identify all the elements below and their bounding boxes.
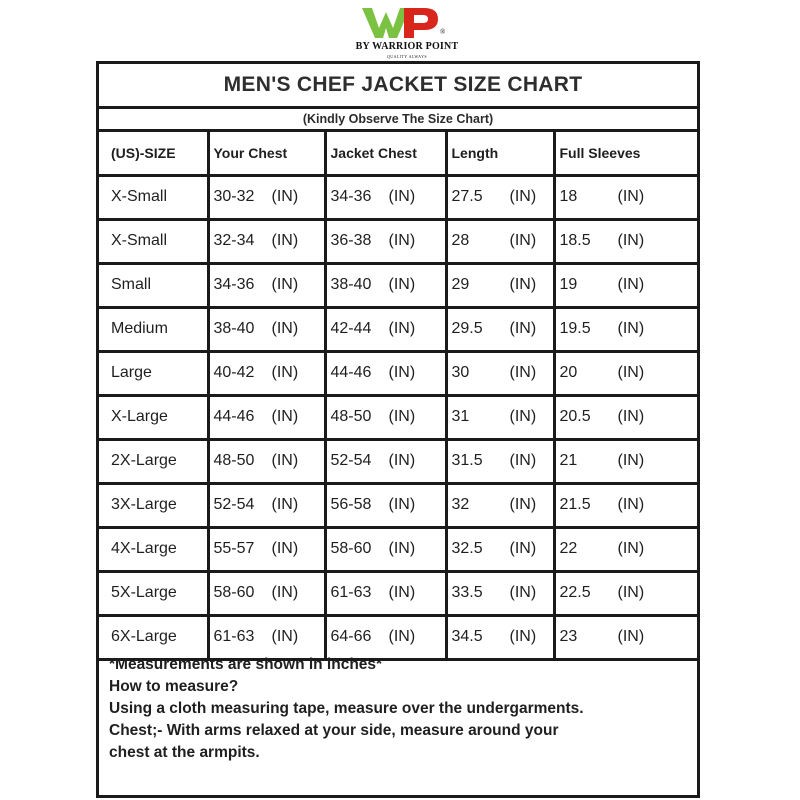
cell-length	[446, 175, 554, 219]
cell-length	[446, 263, 554, 307]
cell-value: 32	[451, 496, 470, 513]
cell-unit: (IN)	[271, 628, 299, 645]
cell-unit: (IN)	[509, 540, 537, 557]
brand-logo	[352, 6, 462, 59]
cell-length	[446, 527, 554, 571]
cell-unit: (IN)	[509, 452, 537, 469]
cell-unit: (IN)	[509, 276, 537, 293]
cell-size: 2X-Large	[99, 439, 208, 483]
cell-unit: (IN)	[388, 584, 416, 601]
cell-value: 56-58	[330, 496, 372, 513]
cell-length	[446, 219, 554, 263]
cell-value: 33.5	[451, 584, 483, 601]
header-full-sleeves: Full Sleeves	[554, 132, 697, 175]
cell-size: 4X-Large	[99, 527, 208, 571]
cell-unit: (IN)	[388, 320, 416, 337]
cell-value: 38-40	[213, 320, 255, 337]
cell-your-chest	[208, 351, 325, 395]
cell-full-sleeves	[554, 615, 697, 659]
cell-value: 44-46	[330, 364, 372, 381]
size-chart	[96, 61, 700, 798]
cell-unit: (IN)	[617, 320, 645, 337]
cell-length	[446, 439, 554, 483]
cell-value: 48-50	[213, 452, 255, 469]
cell-value: 30-32	[213, 188, 255, 205]
note-chest-1: Chest;- With arms relaxed at your side, measure around your	[109, 722, 559, 739]
table-row	[99, 307, 697, 351]
measurement-notes	[109, 654, 689, 764]
cell-unit: (IN)	[509, 320, 537, 337]
registered-mark: ®	[440, 28, 446, 36]
table-row	[99, 483, 697, 527]
logo-brand-text: BY WARRIOR POINT	[355, 41, 459, 52]
cell-jacket-chest	[325, 615, 446, 659]
cell-value: 61-63	[330, 584, 372, 601]
cell-unit: (IN)	[617, 584, 645, 601]
cell-unit: (IN)	[617, 540, 645, 557]
cell-unit: (IN)	[388, 628, 416, 645]
cell-unit: (IN)	[388, 408, 416, 425]
cell-full-sleeves	[554, 263, 697, 307]
table-row	[99, 439, 697, 483]
cell-value: 34-36	[330, 188, 372, 205]
cell-unit: (IN)	[617, 232, 645, 249]
table-header-row	[99, 132, 697, 175]
cell-your-chest	[208, 175, 325, 219]
table-row	[99, 395, 697, 439]
cell-length	[446, 351, 554, 395]
note-chest-2: chest at the armpits.	[109, 744, 260, 761]
cell-unit: (IN)	[388, 452, 416, 469]
cell-your-chest	[208, 483, 325, 527]
cell-unit: (IN)	[509, 408, 537, 425]
cell-unit: (IN)	[617, 408, 645, 425]
cell-full-sleeves	[554, 351, 697, 395]
cell-your-chest	[208, 571, 325, 615]
cell-value: 58-60	[330, 540, 372, 557]
cell-jacket-chest	[325, 307, 446, 351]
cell-unit: (IN)	[388, 364, 416, 381]
note-tape: Using a cloth measuring tape, measure over the undergarments.	[109, 700, 584, 717]
cell-your-chest	[208, 263, 325, 307]
subtitle-row	[99, 109, 697, 132]
cell-value: 20	[559, 364, 578, 381]
chart-subtitle: (Kindly Observe The Size Chart)	[302, 112, 494, 126]
cell-value: 22	[559, 540, 578, 557]
cell-unit: (IN)	[388, 276, 416, 293]
cell-unit: (IN)	[388, 188, 416, 205]
cell-full-sleeves	[554, 395, 697, 439]
cell-jacket-chest	[325, 263, 446, 307]
cell-value: 52-54	[330, 452, 372, 469]
cell-value: 18.5	[559, 232, 591, 249]
cell-jacket-chest	[325, 439, 446, 483]
cell-unit: (IN)	[509, 584, 537, 601]
table-row	[99, 219, 697, 263]
cell-your-chest	[208, 395, 325, 439]
table-row	[99, 615, 697, 659]
cell-unit: (IN)	[509, 232, 537, 249]
cell-unit: (IN)	[388, 232, 416, 249]
cell-unit: (IN)	[509, 364, 537, 381]
cell-unit: (IN)	[509, 628, 537, 645]
cell-value: 29	[451, 276, 470, 293]
cell-value: 55-57	[213, 540, 255, 557]
header-jacket-chest: Jacket Chest	[325, 132, 446, 175]
cell-unit: (IN)	[271, 452, 299, 469]
cell-value: 31	[451, 408, 470, 425]
cell-your-chest	[208, 615, 325, 659]
size-table	[99, 132, 697, 661]
cell-value: 32-34	[213, 232, 255, 249]
cell-unit: (IN)	[617, 276, 645, 293]
table-row	[99, 175, 697, 219]
cell-unit: (IN)	[271, 540, 299, 557]
cell-value: 34.5	[451, 628, 483, 645]
cell-value: 58-60	[213, 584, 255, 601]
cell-value: 23	[559, 628, 578, 645]
cell-your-chest	[208, 439, 325, 483]
cell-full-sleeves	[554, 439, 697, 483]
chart-title: MEN'S CHEF JACKET SIZE CHART	[223, 73, 583, 96]
cell-full-sleeves	[554, 483, 697, 527]
cell-size: 6X-Large	[99, 615, 208, 659]
cell-value: 19	[559, 276, 578, 293]
cell-size: X-Large	[99, 395, 208, 439]
cell-jacket-chest	[325, 483, 446, 527]
cell-length	[446, 395, 554, 439]
cell-unit: (IN)	[617, 628, 645, 645]
header-your-chest: Your Chest	[208, 132, 325, 175]
header-length: Length	[446, 132, 554, 175]
cell-value: 19.5	[559, 320, 591, 337]
cell-value: 64-66	[330, 628, 372, 645]
cell-size: Small	[99, 263, 208, 307]
cell-full-sleeves	[554, 175, 697, 219]
cell-your-chest	[208, 219, 325, 263]
cell-value: 31.5	[451, 452, 483, 469]
cell-jacket-chest	[325, 571, 446, 615]
cell-unit: (IN)	[617, 364, 645, 381]
cell-unit: (IN)	[509, 188, 537, 205]
cell-size: Medium	[99, 307, 208, 351]
cell-full-sleeves	[554, 527, 697, 571]
cell-full-sleeves	[554, 219, 697, 263]
cell-length	[446, 483, 554, 527]
cell-size: X-Small	[99, 175, 208, 219]
cell-unit: (IN)	[617, 188, 645, 205]
cell-size: X-Small	[99, 219, 208, 263]
cell-full-sleeves	[554, 571, 697, 615]
cell-unit: (IN)	[509, 496, 537, 513]
cell-value: 21.5	[559, 496, 591, 513]
wp-logo-icon	[360, 6, 440, 40]
cell-unit: (IN)	[271, 584, 299, 601]
cell-unit: (IN)	[271, 408, 299, 425]
cell-value: 18	[559, 188, 578, 205]
table-row	[99, 527, 697, 571]
cell-unit: (IN)	[617, 452, 645, 469]
cell-value: 28	[451, 232, 470, 249]
cell-unit: (IN)	[271, 276, 299, 293]
cell-value: 36-38	[330, 232, 372, 249]
cell-value: 38-40	[330, 276, 372, 293]
cell-value: 29.5	[451, 320, 483, 337]
cell-value: 22.5	[559, 584, 591, 601]
cell-size: 5X-Large	[99, 571, 208, 615]
cell-your-chest	[208, 307, 325, 351]
header-us-size: (US)-SIZE	[99, 132, 208, 175]
size-rows	[99, 175, 697, 659]
cell-value: 61-63	[213, 628, 255, 645]
table-row	[99, 351, 697, 395]
cell-unit: (IN)	[617, 496, 645, 513]
cell-value: 32.5	[451, 540, 483, 557]
cell-value: 27.5	[451, 188, 483, 205]
cell-value: 52-54	[213, 496, 255, 513]
cell-jacket-chest	[325, 219, 446, 263]
cell-full-sleeves	[554, 307, 697, 351]
cell-unit: (IN)	[271, 496, 299, 513]
logo-tagline: QUALITY ALWAYS	[386, 54, 427, 59]
cell-jacket-chest	[325, 175, 446, 219]
cell-unit: (IN)	[271, 320, 299, 337]
cell-value: 21	[559, 452, 578, 469]
cell-value: 40-42	[213, 364, 255, 381]
cell-size: 3X-Large	[99, 483, 208, 527]
table-row	[99, 263, 697, 307]
cell-value: 20.5	[559, 408, 591, 425]
table-row	[99, 571, 697, 615]
cell-value: 44-46	[213, 408, 255, 425]
cell-jacket-chest	[325, 351, 446, 395]
note-units: *Measurements are shown in inches*	[109, 656, 383, 673]
cell-value: 30	[451, 364, 470, 381]
cell-value: 48-50	[330, 408, 372, 425]
cell-jacket-chest	[325, 395, 446, 439]
cell-length	[446, 615, 554, 659]
cell-unit: (IN)	[271, 188, 299, 205]
note-how-to: How to measure?	[109, 678, 239, 695]
cell-value: 34-36	[213, 276, 255, 293]
cell-length	[446, 307, 554, 351]
cell-unit: (IN)	[271, 364, 299, 381]
cell-your-chest	[208, 527, 325, 571]
title-row	[99, 64, 697, 109]
cell-length	[446, 571, 554, 615]
cell-unit: (IN)	[271, 232, 299, 249]
cell-value: 42-44	[330, 320, 372, 337]
cell-unit: (IN)	[388, 540, 416, 557]
cell-size: Large	[99, 351, 208, 395]
cell-jacket-chest	[325, 527, 446, 571]
cell-unit: (IN)	[388, 496, 416, 513]
